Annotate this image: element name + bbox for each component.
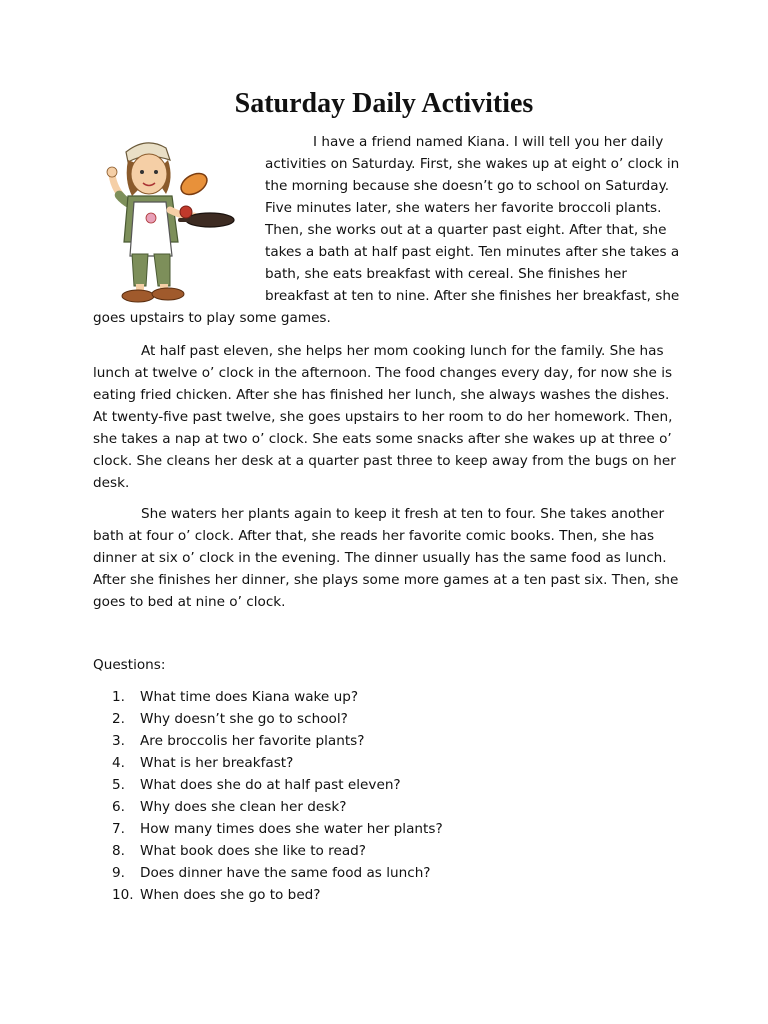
question-item [93, 752, 653, 774]
question-text: What book does she like to read? [140, 843, 367, 859]
question-number: 1. [112, 689, 125, 705]
question-item [93, 730, 653, 752]
question-text: What time does Kiana wake up? [140, 689, 359, 705]
question-number: 3. [112, 733, 125, 749]
question-text: What does she do at half past eleven? [140, 777, 401, 793]
question-number: 7. [112, 821, 125, 837]
paragraph-1-text: I have a friend named Kiana. I will tell you her daily activities on Saturday. First, she wakes up at eight o’ clock in the morning because she doesn’t go to school on Saturday. Five minutes later, she waters her favorite broccoli plants. Then, she works out at a quarter past eight. After that, she takes a bath at half past eight. Ten minutes after she takes a bath, she eats breakfast with cereal. She finishes her breakfast at ten to nine. After she finishes her breakfast, she goes upstairs to play some games. [93, 134, 680, 326]
paragraph-1-container [93, 131, 683, 329]
paragraph-2: At half past eleven, she helps her mom cooking lunch for the family. She has lunch at twelve o’ clock in the afternoon. The food changes every day, for now she is eating fried chicken. After she has finished her lunch, she always washes the dishes. At twenty-five past twelve, she goes upstairs to her room to do her homework. Then, she takes a nap at two o’ clock. She eats some snacks after she wakes up at three o’ clock. She cleans her desk at a quarter past three to keep away from the bugs on her desk. [93, 343, 676, 491]
questions-list [93, 686, 653, 906]
paragraph-1 [93, 131, 683, 329]
question-item [93, 774, 653, 796]
question-text: How many times does she water her plants? [140, 821, 443, 837]
paragraph-3: She waters her plants again to keep it fresh at ten to four. She takes another bath at four o’ clock. After that, she reads her favorite comic books. Then, she has dinner at six o’ clock in the evening. The dinner usually has the same food as lunch. After she finishes her dinner, she plays some more games at a ten past six. Then, she goes to bed at nine o’ clock. [93, 506, 679, 610]
question-number: 9. [112, 865, 125, 881]
question-text: Does dinner have the same food as lunch? [140, 865, 431, 881]
question-item [93, 708, 653, 730]
question-number: 8. [112, 843, 125, 859]
question-text: Why doesn’t she go to school? [140, 711, 348, 727]
question-text: What is her breakfast? [140, 755, 294, 771]
page-title: Saturday Daily Activities [234, 88, 534, 119]
question-number: 2. [112, 711, 125, 727]
question-number: 6. [112, 799, 125, 815]
question-text: When does she go to bed? [140, 887, 321, 903]
question-item [93, 884, 653, 906]
question-number: 10. [112, 887, 134, 903]
question-item [93, 818, 653, 840]
questions-heading: Questions: [93, 657, 166, 673]
question-item [93, 796, 653, 818]
question-item [93, 862, 653, 884]
question-text: Why does she clean her desk? [140, 799, 347, 815]
illustration-space [93, 131, 265, 307]
question-text: Are broccolis her favorite plants? [140, 733, 365, 749]
question-item [93, 840, 653, 862]
question-number: 5. [112, 777, 125, 793]
question-number: 4. [112, 755, 125, 771]
question-item [93, 686, 653, 708]
